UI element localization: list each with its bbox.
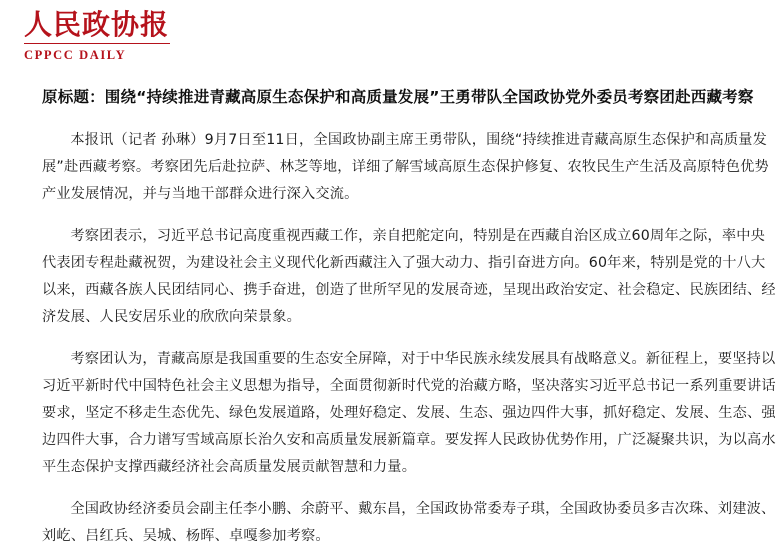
article-paragraph: 考察团认为，青藏高原是我国重要的生态安全屏障，对于中华民族永续发展具有战略意义。新征程上，要坚持以习近平新时代中国特色社会主义思想为指导，全面贯彻新时代党的治藏方略，坚决落实习近平总书记一系列重要讲话要求，坚定不移走生态优先、绿色发展道路，处理好稳定、发展、生态、强边四件大事，抓好稳定、发展、生态、强边四件大事，合力谱写雪域高原长治久安和高质量发展新篇章。要发挥人民政协优势作用，广泛凝聚共识，为以高水平生态保护支撑西藏经济社会高质量发展贡献智慧和力量。 <box>42 351 776 476</box>
article-headline: 原标题：围绕“持续推进青藏高原生态保护和高质量发展”王勇带队全国政协党外委员考察团赴西藏考察 <box>42 88 754 106</box>
article-container <box>42 86 778 550</box>
article-body <box>42 127 778 550</box>
masthead-divider <box>24 43 170 44</box>
masthead-title-en: CPPCC DAILY <box>24 48 127 63</box>
newspaper-masthead <box>24 10 174 63</box>
masthead-title-cn: 人民政协报 <box>24 8 170 41</box>
article-paragraph: 本报讯（记者 孙琳）9月7日至11日，全国政协副主席王勇带队，围绕“持续推进青藏高原生态保护和高质量发展”赴西藏考察。考察团先后赴拉萨、林芝等地，详细了解雪域高原生态保护修复、农牧民生产生活及高原特色优势产业发展情况，并与当地干部群众进行深入交流。 <box>42 132 769 203</box>
article-paragraph: 考察团表示，习近平总书记高度重视西藏工作，亲自把舵定向，特别是在西藏自治区成立60周年之际，率中央代表团专程赴藏祝贺，为建设社会主义现代化新西藏注入了强大动力、指引奋进方向。60年来，特别是党的十八大以来，西藏各族人民团结同心、携手奋进，创造了世所罕见的发展奇迹，呈现出政治安定、社会稳定、民族团结、经济发展、人民安居乐业的欣欣向荣景象。 <box>42 228 776 326</box>
article-paragraph: 全国政协经济委员会副主任李小鹏、余蔚平、戴东昌，全国政协常委寿子琪，全国政协委员多吉次珠、刘建波、刘屹、吕红兵、吴城、杨晖、卓嘎参加考察。 <box>42 501 776 545</box>
